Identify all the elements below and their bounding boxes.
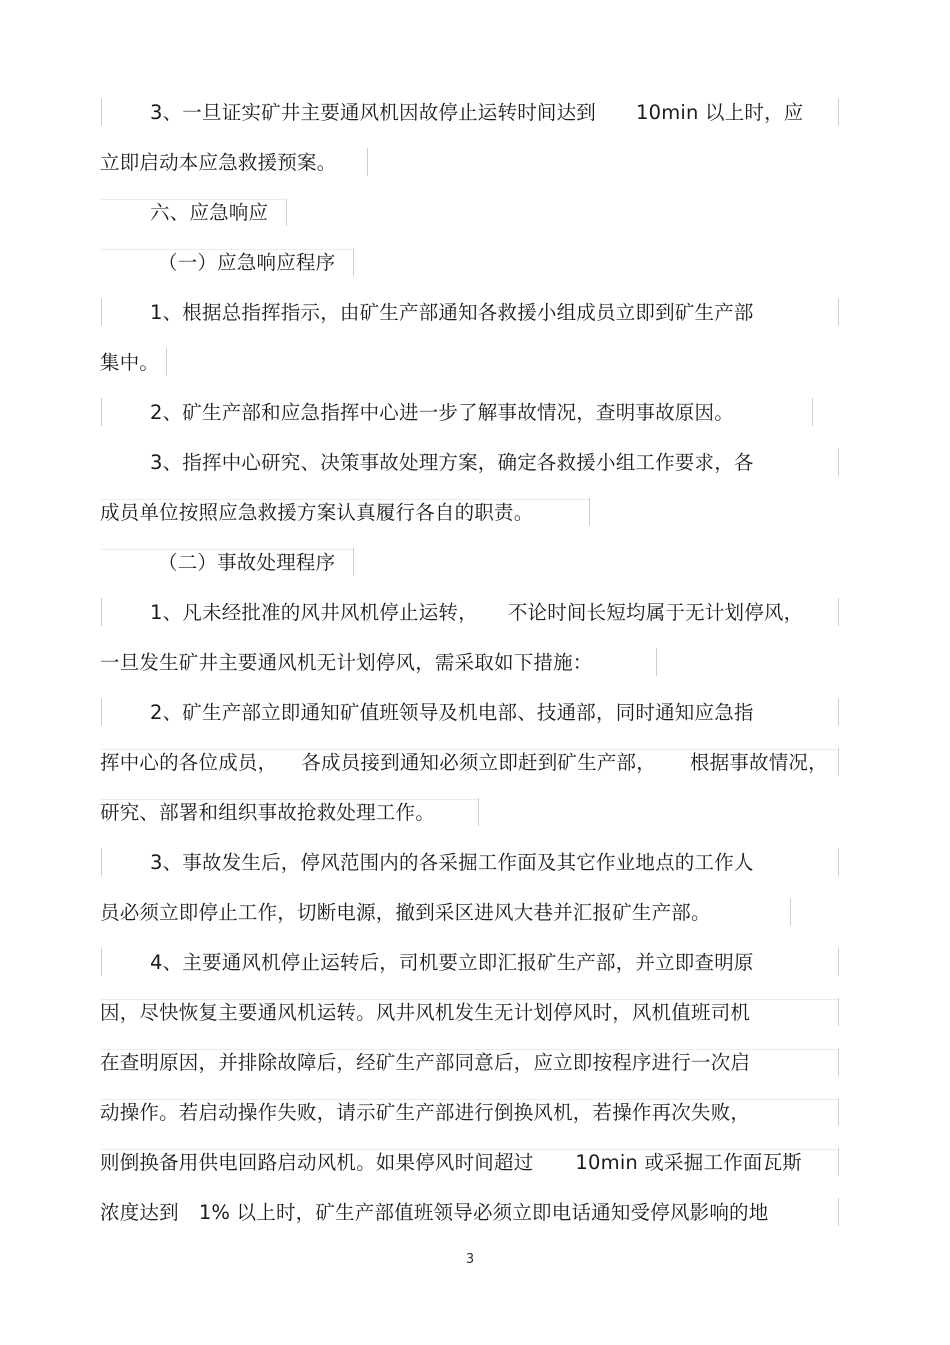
- edge-mark: [101, 799, 478, 800]
- text-line: [150, 196, 268, 230]
- edge-mark: [166, 348, 167, 376]
- edge-mark: [838, 98, 839, 126]
- text-segment: 在查明原因，并排除故障后，经矿生产部同意后，应立即按程序进行一次启: [100, 1051, 751, 1074]
- edge-mark: [838, 948, 839, 976]
- edge-mark: [838, 1098, 839, 1126]
- edge-mark: [838, 1048, 839, 1076]
- edge-mark: [101, 1099, 838, 1100]
- edge-mark: [101, 1049, 838, 1050]
- text-segment: 10min 以上时，应: [636, 101, 804, 124]
- text-segment: 3、指挥中心研究、决策事故处理方案，确定各救援小组工作要求，各: [150, 451, 754, 474]
- text-segment: 1% 以上时，矿生产部值班领导必须立即电话通知受停风影响的地: [198, 1201, 769, 1224]
- edge-mark: [101, 249, 353, 250]
- text-line: [100, 1146, 802, 1180]
- text-segment: 3、事故发生后，停风范围内的各采掘工作面及其它作业地点的工作人: [150, 851, 754, 874]
- edge-mark: [478, 798, 479, 826]
- text-line: [100, 1196, 768, 1230]
- edge-mark: [838, 848, 839, 876]
- edge-mark: [812, 398, 813, 426]
- text-line: [100, 896, 711, 930]
- text-line: [100, 746, 828, 780]
- text-line: [150, 296, 754, 330]
- text-segment: 因，尽快恢复主要通风机运转。风井风机发生无计划停风时，风机值班司机: [100, 1001, 751, 1024]
- text-segment: 10min 或采掘工作面瓦斯: [575, 1151, 802, 1174]
- text-line: [100, 346, 159, 380]
- edge-mark: [101, 549, 353, 550]
- text-line: [158, 546, 335, 580]
- edge-mark: [589, 498, 590, 526]
- edge-mark: [838, 598, 839, 626]
- edge-mark: [101, 1149, 838, 1150]
- text-segment: 员必须立即停止工作，切断电源，撤到采区进风大巷并汇报矿生产部。: [100, 901, 711, 924]
- text-segment: （一）应急响应程序: [158, 251, 336, 274]
- text-segment: 4、主要通风机停止运转后，司机要立即汇报矿生产部，并立即查明原: [150, 951, 754, 974]
- text-segment: 3、一旦证实矿井主要通风机因故停止运转时间达到: [150, 101, 597, 124]
- text-segment: 2、矿生产部和应急指挥中心进一步了解事故情况，查明事故原因。: [150, 401, 734, 424]
- text-line: [150, 396, 734, 430]
- edge-mark: [101, 948, 102, 976]
- text-line: [100, 146, 336, 180]
- text-segment: 成员单位按照应急救援方案认真履行各自的职责。: [100, 501, 534, 524]
- text-segment: 六、应急响应: [150, 201, 269, 224]
- text-segment: 一旦发生矿井主要通风机无计划停风，需采取如下措施：: [100, 651, 593, 674]
- text-line: [100, 996, 750, 1030]
- text-segment: 不论时间长短均属于无计划停风，: [507, 601, 804, 624]
- text-segment: 根据事故情况，: [689, 751, 828, 774]
- text-segment: 1、凡未经批准的风井风机停止运转，: [150, 601, 478, 624]
- edge-mark: [353, 248, 354, 276]
- edge-mark: [367, 148, 368, 176]
- text-segment: 动操作。若启动操作失败，请示矿生产部进行倒换风机，若操作再次失败，: [100, 1101, 751, 1124]
- edge-mark: [101, 499, 589, 500]
- text-segment: 2、矿生产部立即通知矿值班领导及机电部、技通部，同时通知应急指: [150, 701, 754, 724]
- edge-mark: [101, 298, 102, 326]
- edge-mark: [286, 198, 287, 226]
- text-line: [158, 246, 335, 280]
- text-segment: 则倒换备用供电回路启动风机。如果停风时间超过: [100, 1151, 534, 1174]
- edge-mark: [101, 398, 102, 426]
- edge-mark: [790, 898, 791, 926]
- page-number: 3: [465, 1252, 475, 1267]
- text-line: [150, 446, 754, 480]
- edge-mark: [838, 748, 839, 776]
- text-segment: 浓度达到: [100, 1201, 179, 1224]
- text-line: [150, 946, 754, 980]
- text-line: [150, 696, 754, 730]
- text-segment: 集中。: [100, 351, 160, 374]
- text-segment: 1、根据总指挥指示，由矿生产部通知各救援小组成员立即到矿生产部: [150, 301, 754, 324]
- edge-mark: [101, 749, 838, 750]
- edge-mark: [101, 999, 838, 1000]
- edge-mark: [101, 698, 102, 726]
- text-line: [100, 646, 593, 680]
- edge-mark: [838, 698, 839, 726]
- edge-mark: [838, 998, 839, 1026]
- text-line: [100, 1096, 750, 1130]
- text-line: [150, 96, 804, 130]
- text-segment: 挥中心的各位成员，: [100, 751, 278, 774]
- text-segment: 立即启动本应急救援预案。: [100, 151, 337, 174]
- text-segment: 研究、部署和组织事故抢救处理工作。: [100, 801, 435, 824]
- edge-mark: [838, 1198, 839, 1226]
- edge-mark: [656, 648, 657, 676]
- edge-mark: [353, 548, 354, 576]
- edge-mark: [101, 848, 102, 876]
- text-line: [100, 1046, 750, 1080]
- text-line: [150, 846, 754, 880]
- edge-mark: [838, 448, 839, 476]
- edge-mark: [101, 98, 102, 126]
- text-line: [100, 796, 435, 830]
- edge-mark: [101, 598, 102, 626]
- edge-mark: [838, 1148, 839, 1176]
- text-line: [100, 496, 533, 530]
- edge-mark: [101, 199, 287, 200]
- edge-mark: [838, 298, 839, 326]
- text-segment: （二）事故处理程序: [158, 551, 336, 574]
- text-segment: 各成员接到通知必须立即赶到矿生产部，: [301, 751, 656, 774]
- text-line: [150, 596, 803, 630]
